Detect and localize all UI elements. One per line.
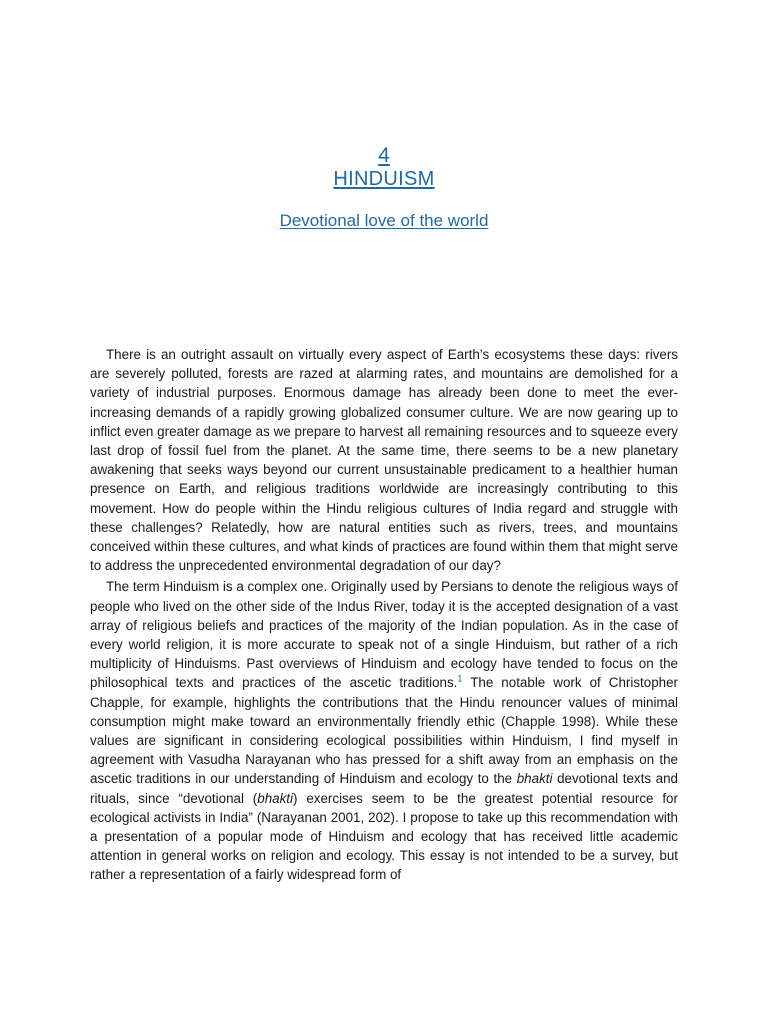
paragraph-2	[90, 577, 678, 884]
body-text	[90, 345, 678, 885]
chapter-subtitle-link[interactable]: Devotional love of the world	[279, 211, 489, 230]
paragraph-2-text-d: ) exercises seem to be the greatest potential resource for ecological activists in India” (Narayanan 2001, 202). I propose to take up this recommendation with a presentation of a popular mode of Hinduism and ecology that has received little academic attention in general works on religion and ecology. This essay is not intended to be a survey, but rather a representation of a fairly widespread form of	[90, 790, 678, 883]
chapter-number-link[interactable]: 4	[378, 144, 390, 167]
paragraph-2-text-a: The term Hinduism is a complex one. Originally used by Persians to denote the religious ways of people who lived on the other side of the Indus River, today it is the accepted designation of a vast array of religious beliefs and practices of the majority of the Indian population. As in the case of every world religion, it is more accurate to speak not of a single Hinduism, but rather of a rich multiplicity of Hinduisms. Past overviews of Hinduism and ecology have tended to focus on the philosophical texts and practices of the ascetic traditions.	[90, 579, 678, 691]
paragraph-1: There is an outright assault on virtually every aspect of Earth’s ecosystems these days: rivers are severely polluted, forests are razed at alarming rates, and mountains are demolished for a variety of industrial purposes. Enormous damage has already been done to meet the ever-increasing demands of a rapidly growing globalized consumer culture. We are now gearing up to inflict even greater damage as we prepare to harvest all remaining resources and to squeeze every last drop of fossil fuel from the planet. At the same time, there seems to be a new planetary awakening that seeks ways beyond our current unsustainable predicament to a healthier human presence on Earth, and religious traditions worldwide are increasingly contributing to this movement. How do people within the Hindu religious cultures of India regard and struggle with these challenges? Relatedly, how are natural entities such as rivers, trees, and mountains conceived within these cultures, and what kinds of practices are found within them that might serve to address the unprecedented environmental degradation of our day?	[90, 347, 678, 574]
footnote-ref-1[interactable]: 1	[457, 673, 463, 684]
italic-term-bhakti: bhakti	[516, 771, 553, 787]
italic-term-bhakti-2: bhakti	[257, 790, 293, 806]
chapter-title-link[interactable]: HINDUISM	[333, 168, 435, 190]
paragraph-2-text-c: devotional texts and rituals, since “devotional (	[90, 771, 678, 806]
chapter-heading	[0, 140, 768, 231]
paragraph-2-text-b: The notable work of Christopher Chapple, for example, highlights the contributions that the Hindu renouncer values of minimal consumption might make toward an environmentally friendly ethic (Chapple 1998). While these values are significant in considering ecological possibilities within Hinduism, I find myself in agreement with Vasudha Narayanan who has pressed for a shift away from an emphasis on the ascetic traditions in our understanding of Hinduism and ecology to the	[90, 675, 678, 787]
